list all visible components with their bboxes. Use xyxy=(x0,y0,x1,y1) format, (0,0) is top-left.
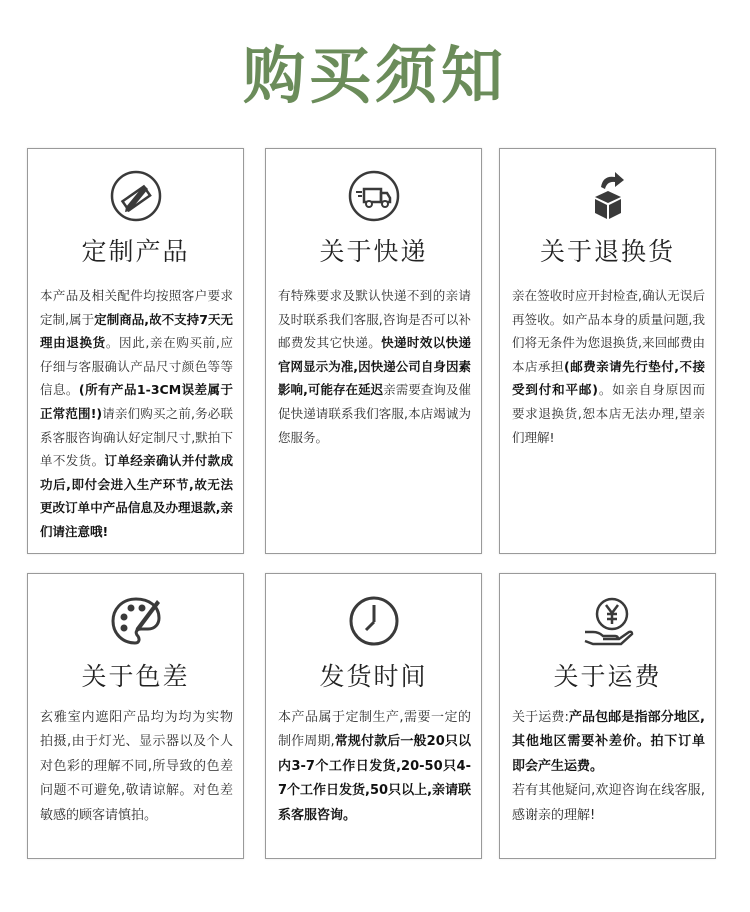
card-shipping-fee xyxy=(499,573,716,859)
card-text: 有特殊要求及默认快递不到的亲请及时联系我们客服,咨询是否可以补邮费发其它快递。快递时效以快递官网显示为准,因快递公司自身因素影响,可能存在延迟亲需要查询及催促快递请联系我们客服,本店竭诚为您服务。 xyxy=(278,288,471,445)
color-palette-icon xyxy=(109,594,163,648)
card-color-difference xyxy=(27,573,244,859)
card-text: 亲在签收时应开封检查,确认无误后再签收。如产品本身的质量问题,我们将无条件为您退换货,来回邮费由本店承担(邮费亲请先行垫付,不接受到付和平邮)。如亲自身原因而要求退换货,恕本店无法办理,望亲们理解! xyxy=(512,288,705,445)
page-title: 购买须知 xyxy=(242,39,507,112)
delivery-truck-icon xyxy=(347,169,401,223)
clock-icon xyxy=(347,594,401,648)
card-shipping xyxy=(265,148,482,554)
card-text: 本产品属于定制生产,需要一定的制作周期,常规付款后一般20只以内3-7个工作日发货,20-50只4-7个工作日发货,50只以上,亲请联系客服咨询。 xyxy=(278,710,472,823)
yen-coin-hand-icon xyxy=(581,594,635,648)
card-title: 发货时间 xyxy=(319,662,428,691)
return-box-icon xyxy=(581,169,635,223)
card-text: 本产品及相关配件均按照客户要求定制,属于定制商品,故不支持7天无理由退换货。因此,亲在购买前,应仔细与客服确认产品尺寸颜色等等信息。(所有产品1-3CM误差属于正常范围!)请亲们购买之前,务必联系客服咨询确认好定制尺寸,默拍下单不发货。订单经亲确认并付款成功后,即付会进入生产环节,故无法更改订单中产品信息及办理退款,亲们请注意哦! xyxy=(40,288,233,539)
pencil-ruler-icon xyxy=(109,169,163,223)
card-returns xyxy=(499,148,716,554)
card-text: 关于运费:产品包邮是指部分地区,其他地区需要补差价。拍下订单即会产生运费。 若有其他疑问,欢迎咨询在线客服,感谢亲的理解! xyxy=(512,710,705,823)
card-title: 关于快递 xyxy=(319,237,428,266)
card-title: 定制产品 xyxy=(81,237,190,266)
card-delivery-time xyxy=(265,573,482,859)
card-title: 关于退换货 xyxy=(539,237,675,266)
card-custom-product xyxy=(27,148,244,554)
card-title: 关于运费 xyxy=(553,662,662,691)
card-title: 关于色差 xyxy=(81,662,190,691)
card-text: 玄雅室内遮阳产品均为均为实物拍摄,由于灯光、显示器以及个人对色彩的理解不同,所导致的色差问题不可避免,敬请谅解。对色差敏感的顾客请慎拍。 xyxy=(40,710,233,823)
